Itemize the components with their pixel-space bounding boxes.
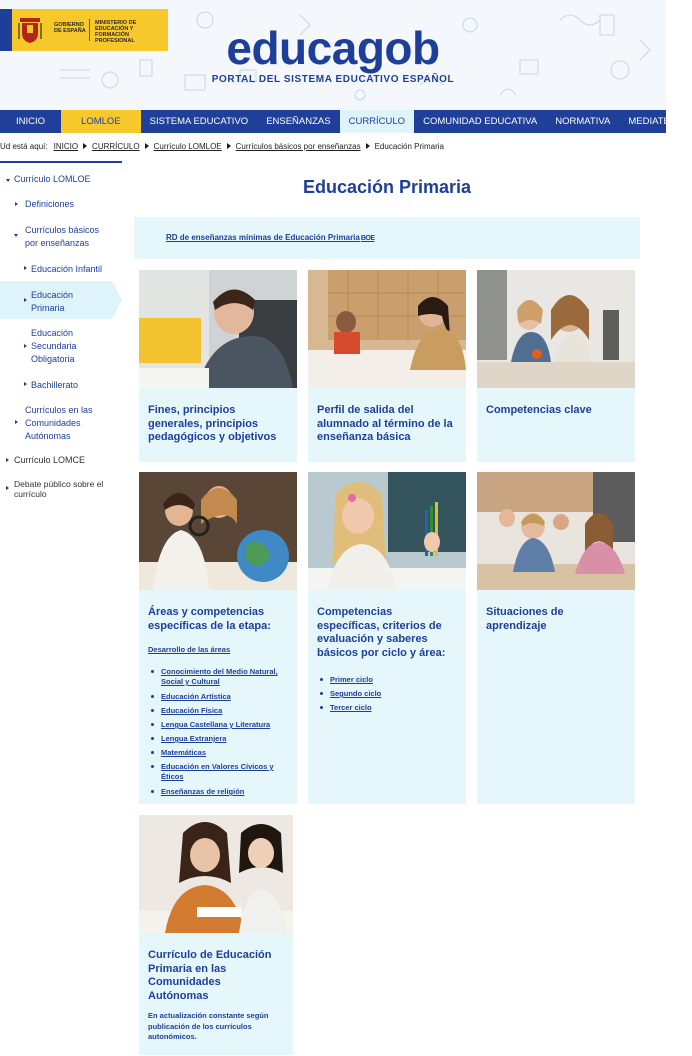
- chevron-down-icon: [14, 234, 18, 237]
- boe-icon: BOE: [360, 235, 375, 242]
- bullet-icon: [320, 678, 323, 681]
- bullet-icon: [151, 670, 154, 673]
- nav-ensenanzas[interactable]: ENSEÑANZAS: [266, 116, 331, 127]
- card-perfil[interactable]: [308, 270, 466, 462]
- classroom-girls-image: [308, 270, 466, 388]
- sidebar-item-label: Primaria: [31, 303, 65, 313]
- sidebar-item-lomce[interactable]: Currículo LOMCE: [14, 455, 86, 465]
- ccaa-note: En actualización constante según publicación de los currículos autonómicos.: [148, 1011, 269, 1041]
- breadcrumb-current: Educación Primaria: [374, 141, 444, 151]
- card-title: Currículo de Educación Primaria en las Comunidades Autónomas: [148, 949, 272, 1002]
- nav-curriculo[interactable]: CURRÍCULO: [340, 110, 414, 133]
- breadcrumb-arrow-icon: [145, 143, 149, 149]
- bullet-icon: [151, 737, 154, 740]
- link-area-religion[interactable]: Enseñanzas de religión: [161, 787, 245, 796]
- page-title: Educación Primaria: [302, 177, 472, 197]
- site-header: [0, 0, 666, 110]
- sidebar-item-eso[interactable]: [31, 327, 77, 366]
- link-area-valores[interactable]: Educación en Valores Cívicos y Éticos: [161, 762, 274, 781]
- breadcrumb-arrow-icon: [83, 143, 87, 149]
- link-segundo-ciclo[interactable]: Segundo ciclo: [330, 689, 382, 698]
- main-nav: [0, 110, 684, 133]
- rd-link[interactable]: [166, 233, 375, 242]
- sidebar-item-label: Comunidades: [25, 418, 81, 428]
- sidebar-item-label: Debate público sobre el: [14, 479, 104, 489]
- sidebar-item-label: Secundaria: [31, 341, 77, 351]
- bullet-icon: [151, 790, 154, 793]
- girls-reading-image: [139, 815, 293, 933]
- card-title: Áreas y competencias específicas de la etapa:: [148, 606, 271, 632]
- card-title: Competencias específicas, criterios de evaluación y saberes básicos por ciclo y área:: [317, 606, 446, 659]
- breadcrumb-inicio[interactable]: INICIO: [53, 141, 79, 151]
- link-area-fisica[interactable]: Educación Física: [161, 706, 223, 715]
- nav-normativa[interactable]: NORMATIVA: [555, 116, 611, 127]
- sidebar-item-definiciones[interactable]: Definiciones: [25, 199, 75, 209]
- bullet-icon: [320, 692, 323, 695]
- chevron-right-icon: [6, 486, 9, 490]
- sidebar-item-label: Autónomas: [25, 431, 71, 441]
- boy-studying-image: [139, 270, 297, 388]
- nav-mediateca[interactable]: MEDIATECA: [628, 116, 684, 127]
- nav-comunidad-educativa[interactable]: COMUNIDAD EDUCATIVA: [423, 116, 538, 127]
- sidebar-item-label: Currículos en las: [25, 405, 93, 415]
- sidebar-item-infantil[interactable]: Educación Infantil: [31, 264, 103, 274]
- kids-globe-image: [139, 472, 297, 590]
- brand-logo[interactable]: [0, 24, 666, 85]
- chevron-right-icon: [24, 344, 27, 348]
- sidebar-item-bachillerato[interactable]: Bachillerato: [31, 380, 79, 390]
- breadcrumb-arrow-icon: [227, 143, 231, 149]
- card-fines[interactable]: [139, 270, 297, 462]
- chevron-right-icon: [15, 202, 18, 206]
- breadcrumb-curriculo-lomloe[interactable]: Currículo LOMLOE: [153, 141, 222, 151]
- link-area-medio[interactable]: Conocimiento del Medio Natural, Social y Cultural: [161, 667, 278, 686]
- rd-link-label: RD de enseñanzas mínimas de Educación Primaria: [166, 233, 360, 242]
- card-situaciones[interactable]: [477, 472, 635, 804]
- breadcrumb-curriculo[interactable]: CURRÍCULO: [92, 141, 140, 151]
- nav-inicio[interactable]: INICIO: [16, 116, 46, 127]
- classroom-kids-image: [477, 472, 635, 590]
- brand-name: educagob: [226, 22, 440, 74]
- sidebar-divider: [0, 161, 122, 163]
- sidebar-item-label: Obligatoria: [31, 354, 75, 364]
- link-area-extranjera[interactable]: Lengua Extranjera: [161, 734, 227, 743]
- breadcrumb: [0, 139, 666, 153]
- link-primer-ciclo[interactable]: Primer ciclo: [330, 675, 373, 684]
- chevron-right-icon: [6, 458, 9, 462]
- nav-lomloe[interactable]: LOMLOE: [61, 110, 141, 133]
- bullet-icon: [151, 723, 154, 726]
- ministry-label: MINISTERIO DE EDUCACIÓN Y FORMACIÓN PROFESIONAL: [95, 20, 137, 44]
- sidebar-item-debate[interactable]: [14, 479, 103, 499]
- bullet-icon: [151, 751, 154, 754]
- breadcrumb-lead: Ud está aquí:: [0, 141, 48, 151]
- card-criterios[interactable]: [308, 472, 466, 804]
- sidebar-item-label: Currículos básicos: [25, 225, 100, 235]
- sidebar-item-curriculo-lomloe[interactable]: Currículo LOMLOE: [14, 174, 91, 184]
- chevron-down-icon: [6, 179, 10, 182]
- card-title: Fines, principios generales, principios pedagógicos y objetivos: [148, 404, 277, 443]
- breadcrumb-arrow-icon: [366, 143, 370, 149]
- link-desarrollo-areas[interactable]: Desarrollo de las áreas: [148, 645, 231, 654]
- gov-label: GOBIERNO DE ESPAÑA: [54, 22, 86, 34]
- sidebar-item-label: por enseñanzas: [25, 238, 90, 248]
- chevron-right-icon: [24, 266, 27, 270]
- sidebar-item-label: Educación: [31, 290, 74, 300]
- sidebar-item-ccaa[interactable]: [25, 404, 93, 443]
- link-area-artistica[interactable]: Educación Artística: [161, 692, 231, 701]
- chevron-right-icon: [24, 298, 27, 302]
- link-tercer-ciclo[interactable]: Tercer ciclo: [330, 703, 372, 712]
- chevron-right-icon: [24, 382, 27, 386]
- card-title: Competencias clave: [486, 404, 592, 416]
- breadcrumb-curriculos-basicos[interactable]: Currículos básicos por enseñanzas: [235, 141, 361, 151]
- rd-banner: [134, 217, 640, 259]
- link-area-lengua[interactable]: Lengua Castellana y Literatura: [161, 720, 271, 729]
- bullet-icon: [151, 765, 154, 768]
- sidebar-item-label: Educación: [31, 328, 74, 338]
- link-area-matematicas[interactable]: Matemáticas: [161, 748, 207, 757]
- bullet-icon: [320, 706, 323, 709]
- card-title: Situaciones de aprendizaje: [486, 606, 564, 632]
- card-competencias[interactable]: [477, 270, 635, 462]
- sidebar-active-pointer: [112, 281, 122, 319]
- bullet-icon: [151, 695, 154, 698]
- bullet-icon: [151, 709, 154, 712]
- sidebar-item-label: currículo: [14, 489, 47, 499]
- card-ccaa[interactable]: [139, 815, 293, 1055]
- chevron-right-icon: [15, 420, 18, 424]
- brand-subtitle: PORTAL DEL SISTEMA EDUCATIVO ESPAÑOL: [211, 74, 455, 85]
- sidebar-item-curriculos-basicos[interactable]: [25, 224, 99, 250]
- sidebar-item-primaria[interactable]: [31, 289, 73, 315]
- nav-sistema-educativo[interactable]: SISTEMA EDUCATIVO: [149, 116, 249, 127]
- girl-pencils-image: [308, 472, 466, 590]
- card-title: Perfil de salida del alumnado al término de la enseñanza básica: [317, 404, 453, 443]
- card-areas[interactable]: [139, 472, 297, 804]
- girls-science-image: [477, 270, 635, 388]
